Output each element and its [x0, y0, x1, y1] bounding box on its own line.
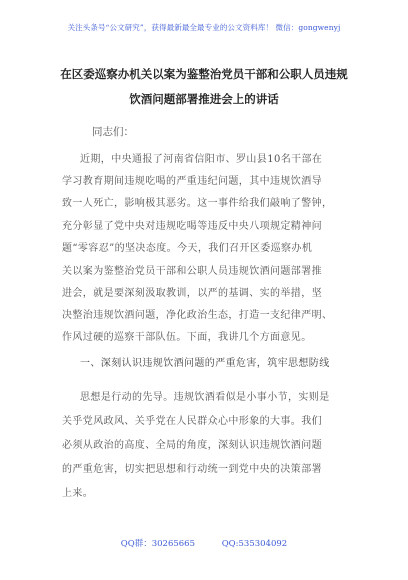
paragraph-line: 致一人死亡，影响极其恶劣。这一事件给我们敲响了警钟， [62, 198, 333, 209]
paragraph-line: 充分彰显了党中央对违规吃喝等违反中央八项规定精神问 [62, 221, 322, 232]
footer-contact [0, 537, 408, 549]
paragraph-line: 必须从政治的高度、全局的角度，深刻认识违规饮酒问题 [62, 440, 322, 451]
paragraph-line: 上来。 [62, 488, 94, 499]
document-title-line-1: 在区委巡察办机关以案为鉴整治党员干部和公职人员违规 [60, 67, 348, 81]
paragraph-line: 近期，中央通报了河南省信阳市、罗山县10名干部在 [80, 154, 323, 165]
document-title-line-2: 饮酒问题部署推进会上的讲话 [129, 92, 279, 106]
paragraph-line: 题“零容忍”的坚决态度。今天，我们召开区委巡察办机 [62, 243, 313, 254]
salutation: 同志们： [92, 126, 134, 138]
paragraph-line: 进会，就是要深刻汲取教训，以严的基调、实的举措，坚 [62, 288, 322, 299]
paragraph-line: 学习教育期间违规吃喝的严重违纪问题，其中违规饮酒导 [62, 176, 322, 187]
paragraph-line: 决整治违规饮酒问题，净化政治生态，打造一支纪律严明、 [62, 310, 333, 321]
footer-qq-group: QQ群：30265665 [120, 539, 195, 549]
paragraph-line: 关以案为鉴整治党员干部和公职人员违规饮酒问题部署推 [62, 266, 322, 277]
header-promo-note: 关注头条号“公文研究”，获得最新最全最专业的公文资料库！ 微信：gongwenyj [67, 23, 341, 32]
section-heading-1: 一、深刻认识违规饮酒问题的严重危害，筑牢思想防线 [80, 358, 330, 369]
footer-qq: QQ:535304092 [221, 539, 288, 549]
paragraph-line: 作风过硬的巡察干部队伍。下面，我讲几个方面意见。 [62, 332, 312, 343]
paragraph-line: 的严重危害，切实把思想和行动统一到党中央的决策部署 [62, 464, 322, 475]
paragraph-line: 思想是行动的先导。违规饮酒看似是小事小节，实则是 [80, 392, 330, 403]
paragraph-line: 关乎党风政风、关乎党在人民群众心中形象的大事。我们 [62, 416, 322, 427]
